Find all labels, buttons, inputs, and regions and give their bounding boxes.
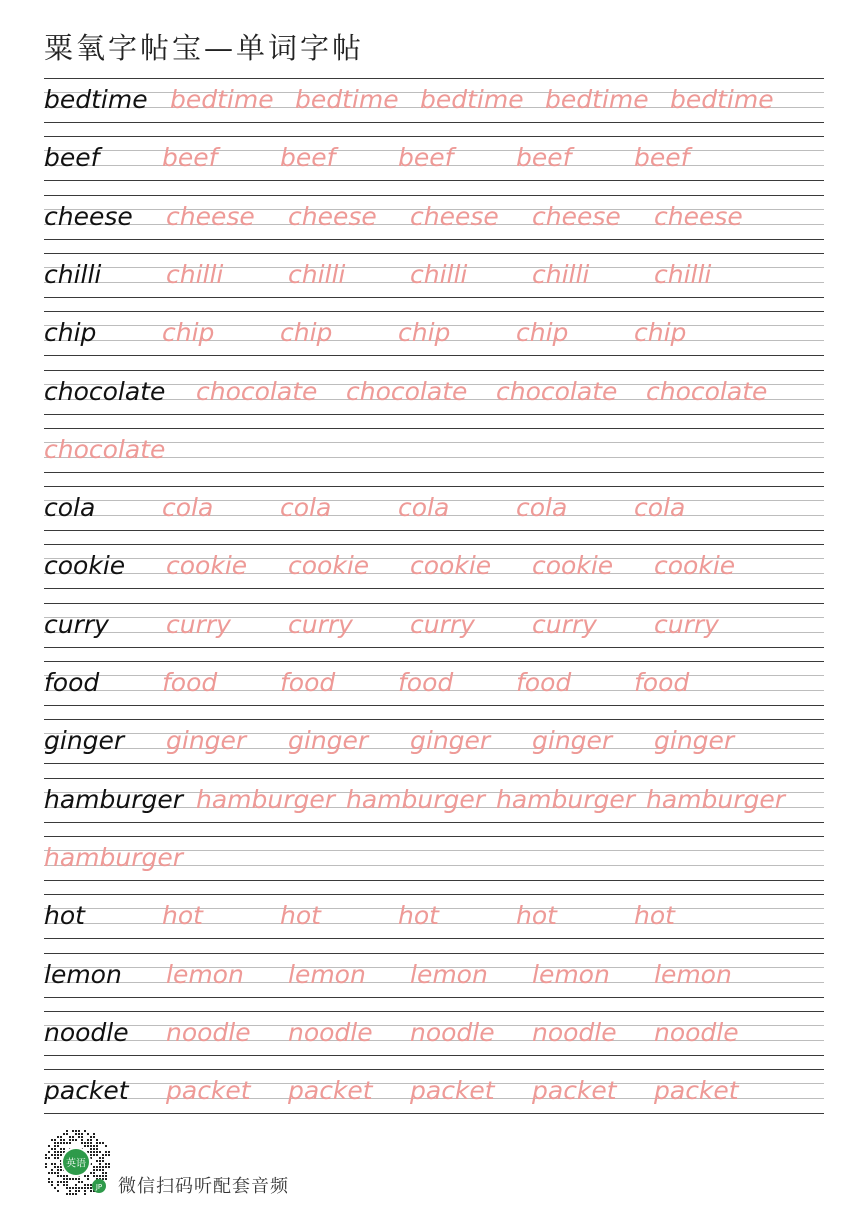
trace-word: noodle (166, 1018, 251, 1047)
trace-word: food (634, 668, 690, 697)
trace-word: cookie (166, 551, 248, 580)
trace-word: curry (288, 610, 353, 639)
trace-word: beef (398, 143, 454, 172)
ruling-line (44, 78, 824, 79)
ruling-line (44, 822, 824, 823)
model-word: food (44, 668, 100, 697)
model-word: cookie (44, 551, 126, 580)
trace-word: hot (280, 901, 321, 930)
trace-word: packet (654, 1076, 739, 1105)
practice-row (44, 1011, 824, 1055)
trace-word: lemon (532, 960, 610, 989)
trace-word: cola (162, 493, 214, 522)
trace-word: hamburger (496, 785, 636, 814)
trace-word: chilli (166, 260, 224, 289)
trace-word: chilli (532, 260, 590, 289)
trace-word: hamburger (196, 785, 336, 814)
trace-word: chilli (410, 260, 468, 289)
ruling-line (44, 603, 824, 604)
ruling-line (44, 661, 824, 662)
trace-word: cookie (654, 551, 736, 580)
ruling-line (44, 1069, 824, 1070)
trace-word: cheese (288, 202, 377, 231)
trace-word: cheese (410, 202, 499, 231)
trace-word: chip (634, 318, 687, 347)
trace-word: chip (280, 318, 333, 347)
practice-row (44, 719, 824, 763)
practice-row (44, 428, 824, 472)
trace-word: ginger (410, 726, 491, 755)
trace-word: hot (634, 901, 675, 930)
ruling-line (44, 1055, 824, 1056)
trace-word: chip (516, 318, 569, 347)
trace-word: cookie (532, 551, 614, 580)
trace-word: cookie (288, 551, 370, 580)
trace-word: lemon (654, 960, 732, 989)
practice-row (44, 370, 824, 414)
model-word: lemon (44, 960, 122, 989)
trace-word: ginger (166, 726, 247, 755)
trace-word: chip (162, 318, 215, 347)
model-word: chilli (44, 260, 102, 289)
practice-row (44, 778, 824, 822)
trace-word: bedtime (295, 85, 399, 114)
footer (40, 1128, 440, 1198)
trace-word: chocolate (196, 377, 318, 406)
practice-row (44, 253, 824, 297)
trace-word: chilli (288, 260, 346, 289)
model-word: hamburger (44, 785, 184, 814)
ruling-line (44, 486, 824, 487)
ruling-line (44, 414, 824, 415)
ruling-line (44, 997, 824, 998)
practice-row (44, 195, 824, 239)
trace-word: cookie (410, 551, 492, 580)
trace-word: chocolate (496, 377, 618, 406)
trace-word: bedtime (545, 85, 649, 114)
trace-word: packet (410, 1076, 495, 1105)
trace-word: beef (280, 143, 336, 172)
trace-word: noodle (288, 1018, 373, 1047)
trace-word: hamburger (646, 785, 786, 814)
trace-word: ginger (532, 726, 613, 755)
ruling-line (44, 136, 824, 137)
trace-word: packet (532, 1076, 617, 1105)
trace-word: packet (166, 1076, 251, 1105)
practice-row (44, 953, 824, 997)
model-word: curry (44, 610, 109, 639)
trace-word: hot (516, 901, 557, 930)
trace-word: food (280, 668, 336, 697)
ruling-line (44, 647, 824, 648)
ruling-line (44, 1011, 824, 1012)
ruling-line (44, 588, 824, 589)
practice-row (44, 1069, 824, 1113)
ruling-line (44, 180, 824, 181)
trace-word: noodle (410, 1018, 495, 1047)
ruling-line (44, 472, 824, 473)
trace-word: hot (398, 901, 439, 930)
ruling-line (44, 428, 824, 429)
ruling-line (44, 705, 824, 706)
trace-word: curry (532, 610, 597, 639)
practice-row (44, 894, 824, 938)
practice-row (44, 78, 824, 122)
model-word: noodle (44, 1018, 129, 1047)
trace-word: beef (516, 143, 572, 172)
qr-code-icon[interactable] (40, 1128, 112, 1198)
ruling-line (44, 778, 824, 779)
qr-corner-label: JP (95, 1183, 103, 1191)
trace-word: curry (166, 610, 231, 639)
ruling-line (44, 311, 824, 312)
trace-word: food (516, 668, 572, 697)
trace-word: packet (288, 1076, 373, 1105)
ruling-line (44, 239, 824, 240)
trace-word: cola (280, 493, 332, 522)
trace-word: cola (634, 493, 686, 522)
trace-word: bedtime (420, 85, 524, 114)
practice-row (44, 311, 824, 355)
ruling-line (44, 122, 824, 123)
qr-badge-label: 英语 (66, 1158, 86, 1170)
ruling-line (44, 894, 824, 895)
trace-word: chocolate (346, 377, 468, 406)
practice-row (44, 544, 824, 588)
model-word: bedtime (44, 85, 148, 114)
trace-word: lemon (288, 960, 366, 989)
trace-word: noodle (654, 1018, 739, 1047)
trace-word: chocolate (44, 435, 166, 464)
trace-word: hamburger (346, 785, 486, 814)
trace-word: ginger (654, 726, 735, 755)
ruling-line (44, 297, 824, 298)
ruling-line (44, 880, 824, 881)
trace-word: hot (162, 901, 203, 930)
trace-word: bedtime (170, 85, 274, 114)
trace-word: food (162, 668, 218, 697)
ruling-line (44, 763, 824, 764)
trace-word: cheese (532, 202, 621, 231)
trace-word: lemon (410, 960, 488, 989)
trace-word: cola (398, 493, 450, 522)
ruling-line (44, 938, 824, 939)
trace-word: hamburger (44, 843, 184, 872)
model-word: packet (44, 1076, 129, 1105)
model-word: chocolate (44, 377, 166, 406)
trace-word: beef (634, 143, 690, 172)
model-word: chip (44, 318, 97, 347)
ruling-line (44, 355, 824, 356)
page-title: 粟氧字帖宝—单词字帖 (44, 31, 365, 65)
trace-word: chilli (654, 260, 712, 289)
trace-word: chip (398, 318, 451, 347)
model-word: beef (44, 143, 100, 172)
ruling-line (44, 1113, 824, 1114)
ruling-line (44, 719, 824, 720)
model-word: cola (44, 493, 96, 522)
ruling-line (44, 836, 824, 837)
trace-word: cheese (166, 202, 255, 231)
ruling-line (44, 253, 824, 254)
ruling-line (44, 544, 824, 545)
trace-word: cheese (654, 202, 743, 231)
trace-word: curry (654, 610, 719, 639)
practice-row (44, 136, 824, 180)
trace-word: curry (410, 610, 475, 639)
trace-word: noodle (532, 1018, 617, 1047)
trace-word: bedtime (670, 85, 774, 114)
trace-word: beef (162, 143, 218, 172)
footer-caption: 微信扫码听配套音频 (118, 1176, 289, 1197)
practice-row (44, 661, 824, 705)
ruling-line (44, 953, 824, 954)
model-word: ginger (44, 726, 125, 755)
practice-row (44, 486, 824, 530)
model-word: cheese (44, 202, 133, 231)
trace-word: ginger (288, 726, 369, 755)
trace-word: food (398, 668, 454, 697)
ruling-line (44, 195, 824, 196)
model-word: hot (44, 901, 85, 930)
trace-word: cola (516, 493, 568, 522)
trace-word: chocolate (646, 377, 768, 406)
practice-row (44, 836, 824, 880)
practice-row (44, 603, 824, 647)
ruling-line (44, 530, 824, 531)
trace-word: lemon (166, 960, 244, 989)
ruling-line (44, 370, 824, 371)
